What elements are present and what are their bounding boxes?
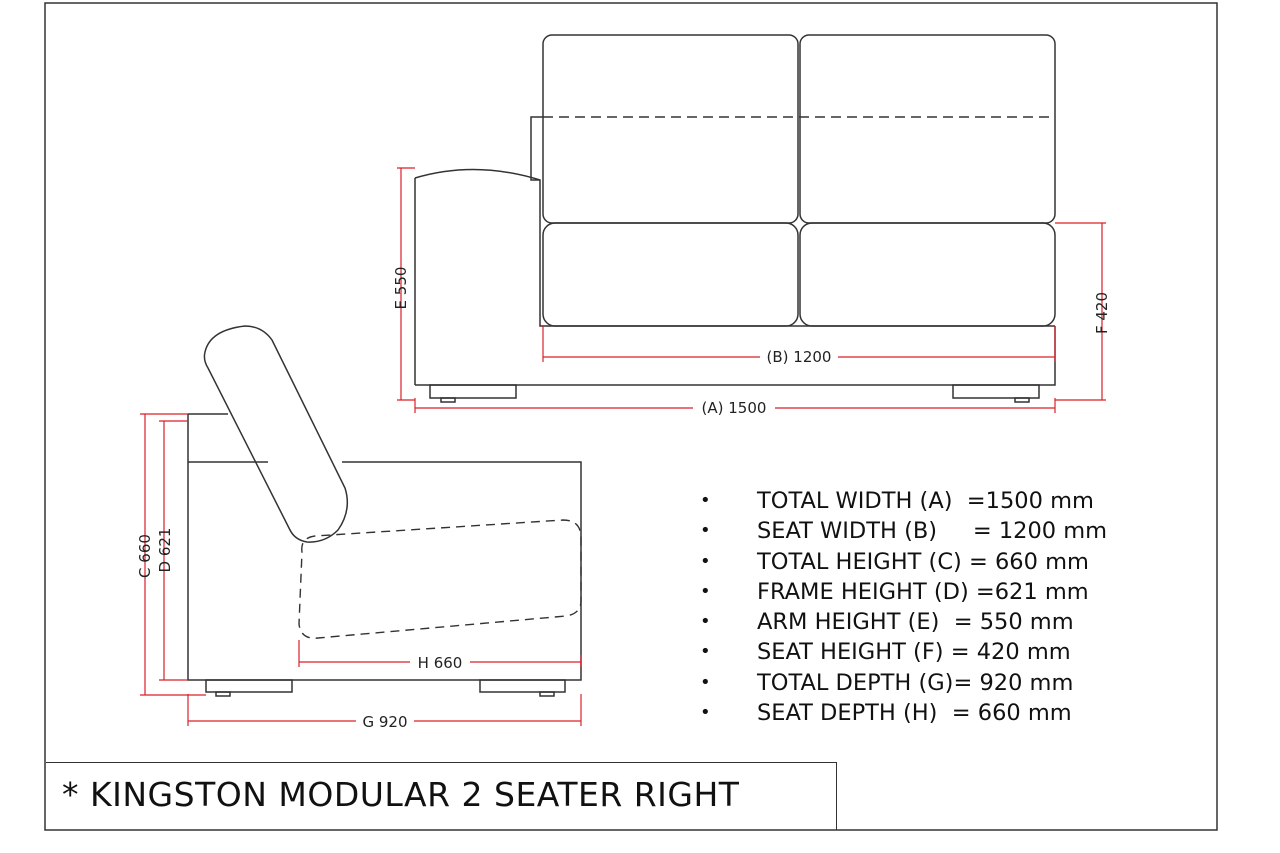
- dim-e-label: E 550: [392, 266, 410, 310]
- dim-c-label: C 660: [136, 534, 154, 578]
- dim-d-label: D 621: [156, 527, 174, 573]
- spec-text: SEAT DEPTH (H) = 660 mm: [757, 700, 1072, 727]
- dim-h-label: H 660: [417, 654, 463, 672]
- side-foot-left-pad: [216, 692, 230, 696]
- front-dimensions: [397, 168, 1106, 413]
- front-foot-right-pad: [1015, 398, 1029, 402]
- front-base: [415, 178, 1055, 385]
- side-frame: [188, 414, 581, 680]
- bullet-icon: •: [700, 641, 711, 663]
- front-foot-left: [430, 385, 516, 398]
- spec-text: TOTAL WIDTH (A) =1500 mm: [757, 488, 1094, 514]
- spec-text: TOTAL HEIGHT (C) = 660 mm: [757, 548, 1089, 575]
- front-back-frame: [531, 117, 543, 180]
- front-back-cushion-left: [543, 35, 798, 223]
- dim-b-label: (B) 1200: [766, 348, 832, 366]
- front-foot-left-pad: [441, 398, 455, 402]
- side-foot-right-pad: [540, 692, 554, 696]
- dim-g-label: G 920: [362, 713, 408, 731]
- front-seat-cushion-left: [543, 223, 798, 326]
- front-back-cushion-right: [800, 35, 1055, 223]
- front-view: [415, 35, 1055, 402]
- bullet-icon: •: [700, 550, 711, 572]
- dim-a-label: (A) 1500: [701, 399, 767, 417]
- bullet-icon: •: [700, 490, 711, 511]
- dim-f-label: F 420: [1093, 291, 1111, 335]
- bullet-icon: •: [700, 580, 711, 602]
- side-foot-right: [480, 680, 565, 692]
- spec-text: ARM HEIGHT (E) = 550 mm: [757, 609, 1074, 636]
- spec-text: TOTAL DEPTH (G)= 920 mm: [757, 669, 1074, 696]
- spec-text: SEAT WIDTH (B) = 1200 mm: [757, 518, 1108, 545]
- title-box: [46, 762, 837, 830]
- bullet-icon: •: [700, 702, 711, 724]
- front-seat-cushion-right: [800, 223, 1055, 326]
- drawing-title: * KINGSTON MODULAR 2 SEATER RIGHT: [62, 775, 740, 814]
- bullet-icon: •: [700, 520, 711, 542]
- side-seat-cushion-hidden: [299, 520, 581, 638]
- front-foot-right: [953, 385, 1039, 398]
- bullet-icon: •: [700, 611, 711, 633]
- spec-text: FRAME HEIGHT (D) =621 mm: [757, 578, 1089, 605]
- side-view: [188, 326, 581, 696]
- side-dimensions: [140, 414, 581, 726]
- bullet-icon: •: [700, 671, 711, 693]
- side-foot-left: [206, 680, 292, 692]
- spec-text: SEAT HEIGHT (F) = 420 mm: [757, 639, 1071, 666]
- front-arm: [415, 169, 1055, 326]
- side-back-cushion: [204, 326, 347, 542]
